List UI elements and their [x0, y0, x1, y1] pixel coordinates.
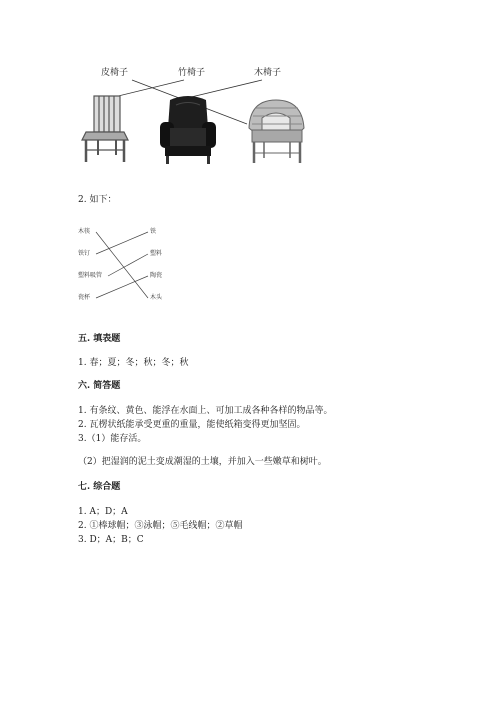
label-leather-chair: 皮椅子 — [101, 68, 129, 78]
q2-label: 2. 如下： — [78, 195, 117, 205]
section6-line-4: （2）把湿润的泥土变成潮湿的土壤，并加入一些嫩草和树叶。 — [78, 457, 327, 467]
right-item-iron: 铁 — [150, 228, 157, 235]
left-item-iron-nail: 铁钉 — [78, 250, 91, 257]
section5-title: 五. 填表题 — [78, 334, 121, 344]
label-bamboo-chair: 竹椅子 — [178, 68, 206, 78]
section7-line-1: 1. A；D；A — [78, 507, 128, 517]
section6-title: 六. 简答题 — [78, 381, 121, 391]
material-matching-figure — [0, 220, 500, 310]
right-item-ceramic: 陶瓷 — [150, 272, 163, 279]
right-item-wood: 木头 — [150, 294, 163, 301]
section7-title: 七. 综合题 — [78, 482, 121, 492]
section6-line-1: 1. 有条纹、黄色、能浮在水面上、可加工成各种各样的物品等。 — [78, 406, 333, 416]
left-item-plastic-straw: 塑料吸管 — [78, 272, 103, 279]
section5-line-1: 1. 春；夏；冬；秋；冬；秋 — [78, 358, 189, 368]
chair-matching-figure — [0, 0, 500, 190]
left-item-wooden-chopsticks: 木筷 — [78, 228, 91, 235]
section7-line-3: 3. D；A；B；C — [78, 535, 144, 545]
section6-line-3: 3.（1）能存活。 — [78, 434, 147, 444]
right-item-plastic: 塑料 — [150, 250, 163, 257]
left-item-porcelain-cup: 瓷杯 — [78, 294, 91, 301]
section7-line-2: 2. ①棒球帽；③泳帽；⑤毛线帽；②草帽 — [78, 521, 243, 531]
material-match-lines — [0, 220, 500, 310]
label-wooden-chair: 木椅子 — [254, 68, 282, 78]
wicker-chair-image — [0, 0, 500, 190]
section6-line-2: 2. 瓦楞状纸能承受更重的重量，能使纸箱变得更加坚固。 — [78, 420, 306, 430]
